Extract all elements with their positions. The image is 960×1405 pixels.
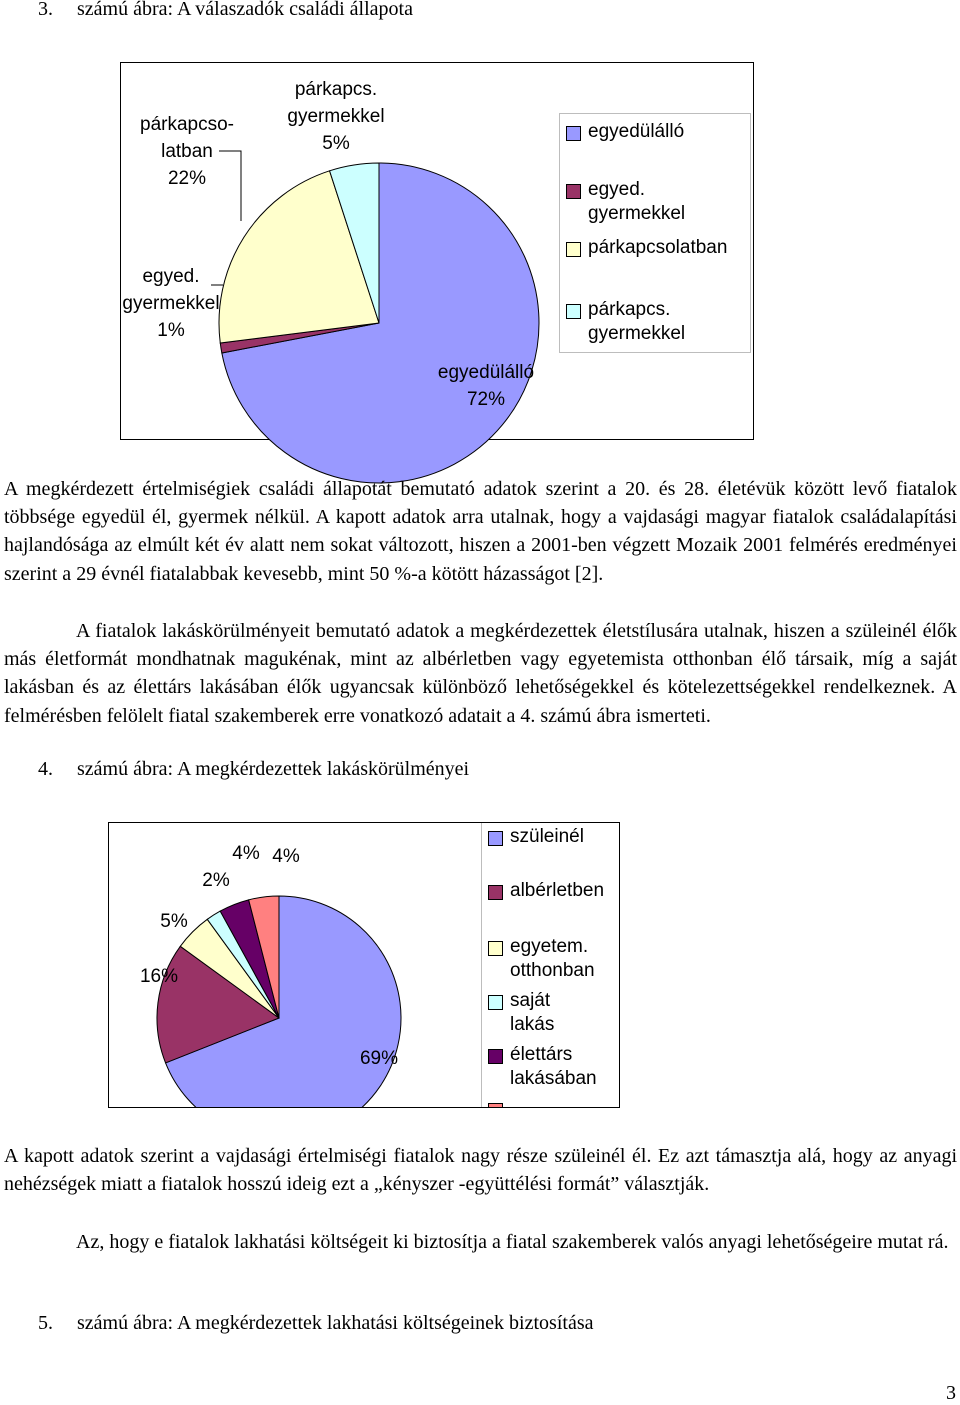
figure5-caption — [38, 1312, 593, 1335]
legend-label: szüleinél — [510, 826, 584, 847]
figure4-label-4b: 4% — [272, 846, 300, 867]
legend-label: egyed. gyermekkel — [588, 179, 686, 224]
legend-swatch — [488, 941, 503, 956]
paragraph-1: A megkérdezett értelmiségiek családi állapotát bemutató adatok szerint a 20. és 28. életévük között levő fiatalok többsége egyedül él, gyermek nélkül. A kapott adatok arra utalnak, hogy a vajdasági magyar fiatalok családalapítási hajlandósága az elmúlt két év alatt nem sokat változott, hiszen a 2001-ben végzett Mozaik 2001 felmérés eredményei szerint a 29 évnél fiatalabbak kevesebb, mint 50 %-a kötött házasságot [2]. — [4, 478, 957, 585]
legend-swatch — [488, 831, 503, 846]
figure3-caption-number: 3. — [38, 0, 53, 20]
figure4-label-4a: 4% — [232, 843, 260, 864]
figure3-caption-text: számú ábra: A válaszadók családi állapota — [77, 0, 413, 20]
legend-label: egyedülálló — [588, 121, 685, 142]
figure4-legend — [481, 822, 620, 1108]
legend-swatch — [488, 1103, 503, 1108]
figure3-label-parkapcs-gyermekkel: párkapcs. gyermekkel 5% — [287, 79, 385, 154]
legend-label: élettárs lakásában — [510, 1044, 597, 1089]
legend-swatch — [488, 1049, 503, 1064]
figure3-chart — [120, 62, 754, 440]
figure4-label-2: 2% — [202, 870, 230, 891]
legend-label: albérletben — [510, 880, 605, 901]
figure3-legend — [559, 113, 751, 353]
figure4-chart — [108, 822, 620, 1108]
legend-swatch — [566, 184, 581, 199]
figure3-caption — [38, 0, 413, 21]
legend-swatch — [566, 242, 581, 257]
figure4-caption-text: számú ábra: A megkérdezettek lakáskörülményei — [77, 758, 470, 780]
page-number: 3 — [946, 1382, 956, 1404]
legend-label: saját lakás — [510, 990, 555, 1035]
paragraph-4: Az, hogy e fiatalok lakhatási költségeit ki biztosítja a fiatal szakemberek valós anyagi lehetőségeire mutat rá. — [76, 1231, 949, 1253]
figure4-caption-number: 4. — [38, 758, 53, 780]
paragraph-3: A kapott adatok szerint a vajdasági értelmiségi fiatalok nagy része szüleinél él. Ez azt támasztja alá, hogy az anyagi nehézségek miatt a fiatalok hosszú ideig ezt a „kényszer -együttélési formát” választják. — [4, 1145, 957, 1196]
figure4-label-69: 69% — [359, 1048, 399, 1069]
figure3-label-egyedulallo: egyedülálló 72% — [437, 362, 535, 410]
legend-swatch — [488, 995, 503, 1010]
legend-swatch — [566, 126, 581, 141]
legend-swatch — [488, 885, 503, 900]
legend-label: párkapcsolatban — [588, 237, 728, 258]
legend-label: egyetem. otthonban — [510, 936, 595, 981]
figure3-label-parkapcsolatban: párkapcso- latban 22% — [140, 114, 234, 189]
legend-swatch — [566, 304, 581, 319]
paragraph-2: A fiatalok lakáskörülményeit bemutató adatok a megkérdezettek életstílusára utalnak, hiszen a szüleinél élők más életformát mondhatnak magukénak, mint az albérletben vagy egyetemista otthonban élő társaik, míg a saját lakásban és az élettárs lakásában élők ugyancsak különböző lehetőségekkel és kötelezettségekkel rendelkeznek. A felmérésben felölelt fiatal szakemberek erre vonatkozó adatait a 4. számú ábra ismerteti. — [4, 620, 957, 727]
figure4-caption — [38, 758, 469, 781]
figure5-caption-number: 5. — [38, 1312, 53, 1334]
figure3-label-egyed-gyermekkel: egyed. gyermekkel 1% — [122, 266, 220, 341]
figure4-label-5: 5% — [160, 911, 188, 932]
figure4-label-16: 16% — [139, 966, 179, 987]
figure5-caption-text: számú ábra: A megkérdezettek lakhatási költségeinek biztosítása — [77, 1312, 594, 1334]
legend-label: párkapcs. gyermekkel — [588, 299, 686, 344]
